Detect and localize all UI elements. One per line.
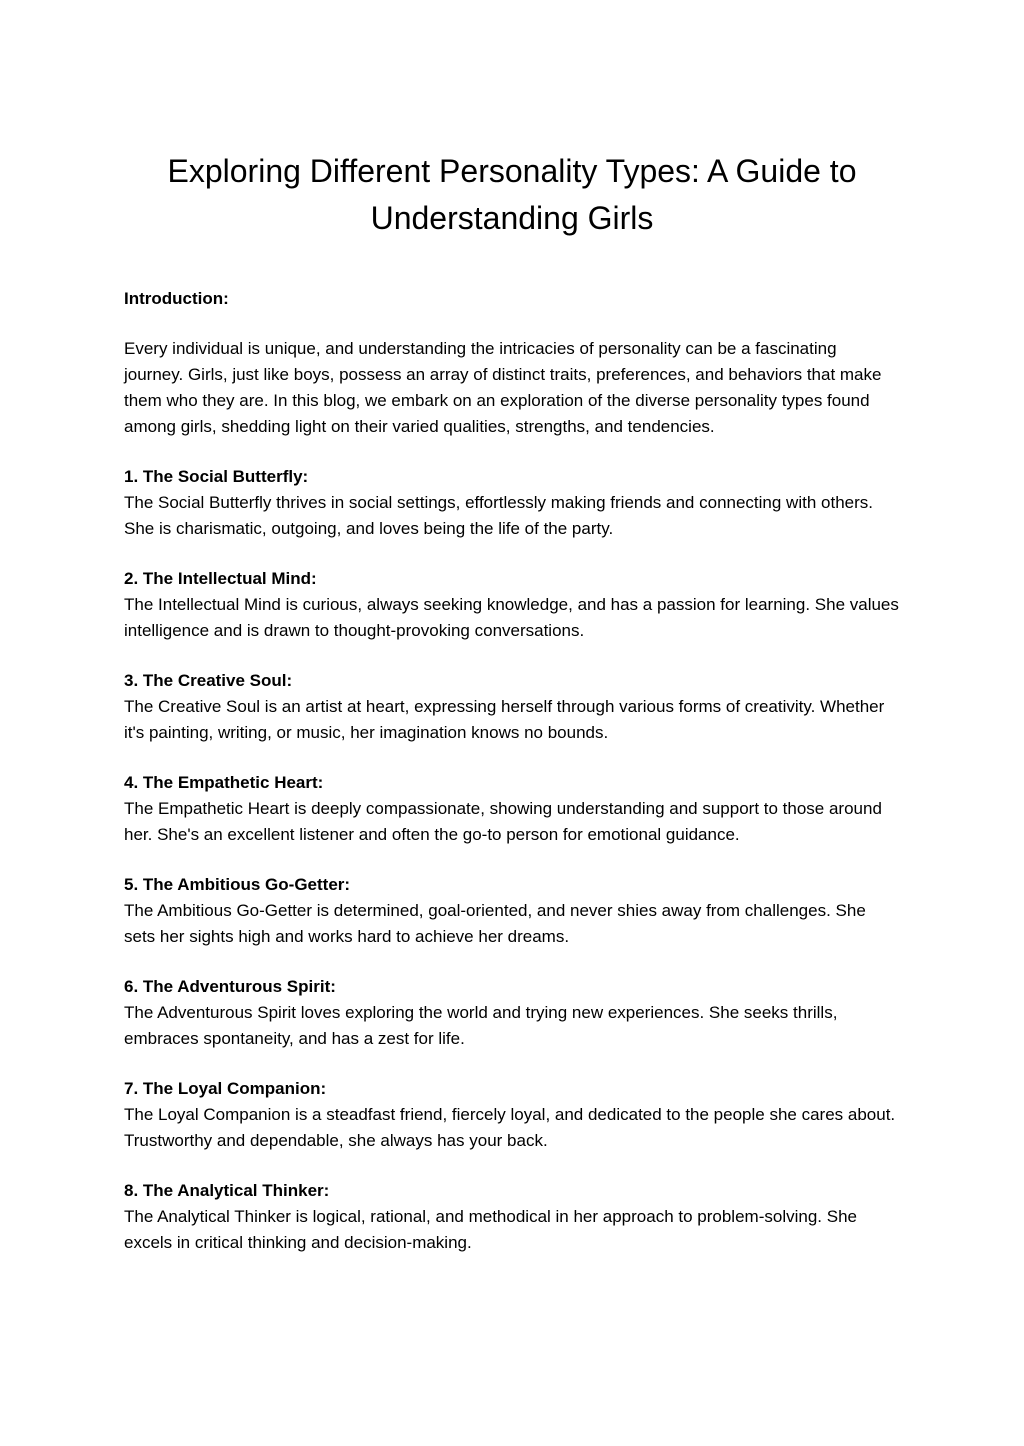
section-body: The Ambitious Go-Getter is determined, goal-oriented, and never shies away from challenges. She sets her sights high and works hard to achieve her dreams. [124, 901, 866, 946]
section-empathetic-heart [124, 770, 900, 848]
section-heading: 7. The Loyal Companion: [124, 1079, 327, 1098]
section-body: The Adventurous Spirit loves exploring the world and trying new experiences. She seeks thrills, embraces spontaneity, and has a zest for life. [124, 1003, 838, 1048]
section-heading: 4. The Empathetic Heart: [124, 773, 324, 792]
document-title: Exploring Different Personality Types: A Guide to Understanding Girls [167, 153, 857, 236]
section-heading: 6. The Adventurous Spirit: [124, 977, 336, 996]
section-heading: 5. The Ambitious Go-Getter: [124, 875, 351, 894]
intro-heading: Introduction: [124, 289, 229, 308]
section-ambitious-go-getter [124, 872, 900, 950]
section-body: The Loyal Companion is a steadfast friend, fiercely loyal, and dedicated to the people she cares about. Trustworthy and dependable, she always has your back. [124, 1105, 896, 1150]
section-body: The Social Butterfly thrives in social settings, effortlessly making friends and connecting with others. She is charismatic, outgoing, and loves being the life of the party. [124, 493, 873, 538]
section-heading: 1. The Social Butterfly: [124, 467, 309, 486]
section-heading: 2. The Intellectual Mind: [124, 569, 317, 588]
section-loyal-companion [124, 1076, 900, 1154]
section-body: The Empathetic Heart is deeply compassionate, showing understanding and support to those around her. She's an excellent listener and often the go-to person for emotional guidance. [124, 799, 882, 844]
section-heading: 8. The Analytical Thinker: [124, 1181, 330, 1200]
section-creative-soul [124, 668, 900, 746]
section-intellectual-mind [124, 566, 900, 644]
section-social-butterfly [124, 464, 900, 542]
intro-paragraph: Every individual is unique, and understanding the intricacies of personality can be a fascinating journey. Girls, just like boys, possess an array of distinct traits, preferences, and behaviors that make them who they are. In this blog, we embark on an exploration of the diverse personality types found among girls, shedding light on their varied qualities, strengths, and tendencies. [124, 339, 882, 436]
section-body: The Analytical Thinker is logical, rational, and methodical in her approach to problem-solving. She excels in critical thinking and decision-making. [124, 1207, 857, 1252]
section-body: The Creative Soul is an artist at heart, expressing herself through various forms of creativity. Whether it's painting, writing, or music, her imagination knows no bounds. [124, 697, 885, 742]
section-analytical-thinker [124, 1178, 900, 1256]
section-body: The Intellectual Mind is curious, always seeking knowledge, and has a passion for learning. She values intelligence and is drawn to thought-provoking conversations. [124, 595, 899, 640]
section-heading: 3. The Creative Soul: [124, 671, 293, 690]
section-adventurous-spirit [124, 974, 900, 1052]
